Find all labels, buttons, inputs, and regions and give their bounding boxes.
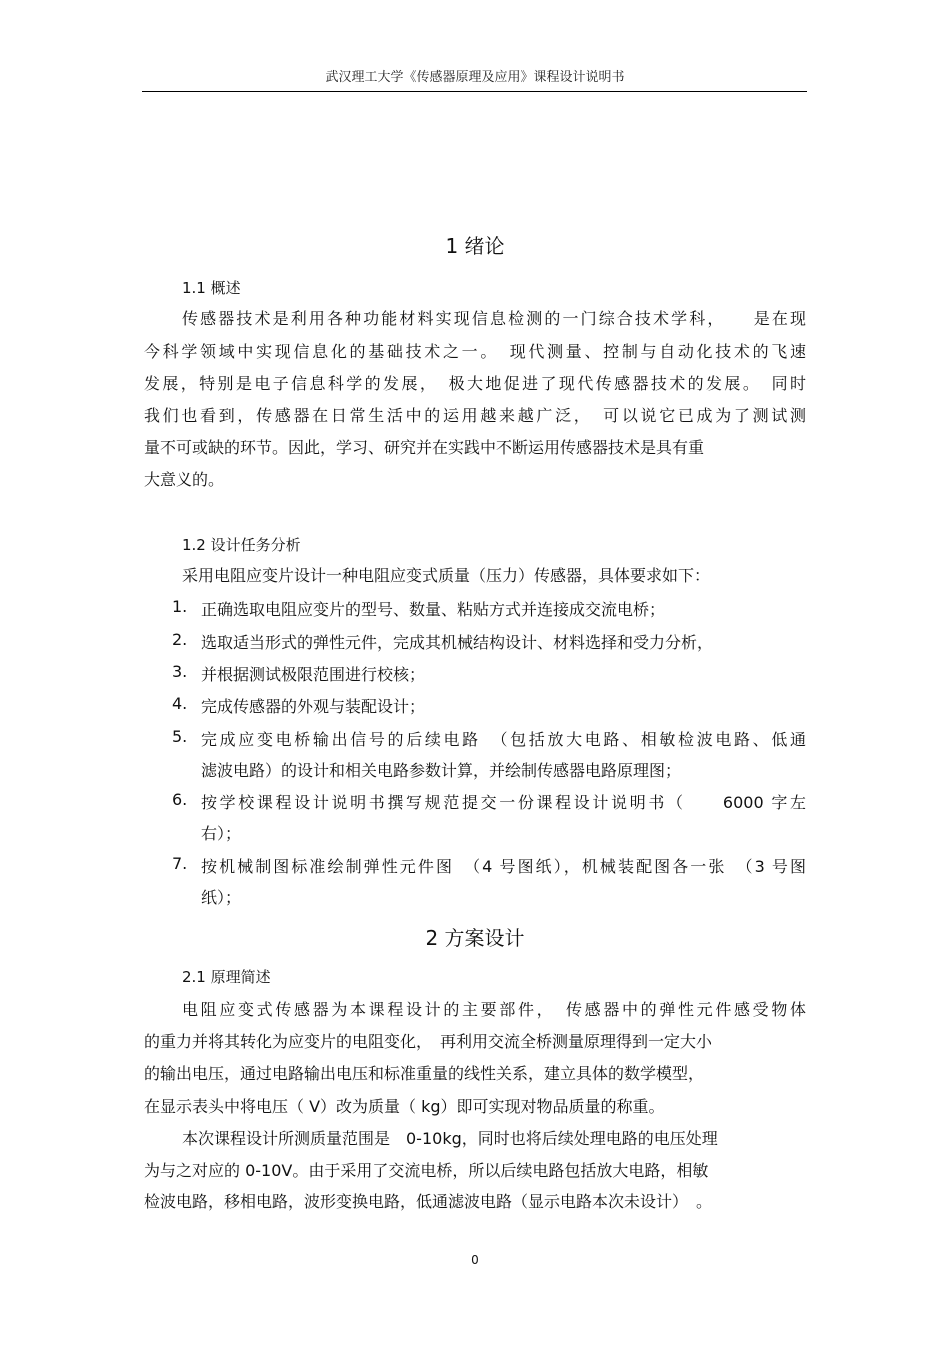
list-item: 完成传感器的外观与装配设计；	[201, 697, 426, 716]
list-item-number: 6.	[172, 790, 188, 809]
list-item: 按学校课程设计说明书撰写规范提交一份课程设计说明书（ 6000 字左	[201, 793, 806, 812]
chapter-2-title: 2 方案设计	[425, 926, 525, 950]
chapter-1-title: 1 绪论	[445, 234, 505, 258]
list-item-continuation: 右）；	[201, 824, 242, 843]
para-2-1-line: 为与之对应的 0-10V。由于采用了交流电桥，所以后续电路包括放大电路，相敏	[144, 1161, 709, 1180]
list-item-number: 2.	[172, 630, 188, 649]
list-item-number: 3.	[172, 662, 188, 681]
para-2-1-line: 的输出电压，通过电路输出电压和标准重量的线性关系，建立具体的数学模型，	[144, 1064, 705, 1083]
list-item-continuation: 纸）；	[201, 888, 242, 907]
para-1-1-line: 大意义的。	[144, 470, 225, 489]
section-1-1-heading: 1.1 概述	[182, 279, 241, 297]
para-1-1-line: 传感器技术是利用各种功能材料实现信息检测的一门综合技术学科， 是在现	[182, 309, 806, 328]
para-1-1-line: 我们也看到，传感器在日常生活中的运用越来越广泛， 可以说它已成为了测试测	[144, 406, 806, 425]
list-item: 正确选取电阻应变片的型号、数量、粘贴方式并连接成交流电桥；	[201, 600, 666, 619]
list-item-number: 1.	[172, 597, 188, 616]
para-2-1-line: 的重力并将其转化为应变片的电阻变化， 再利用交流全桥测量原理得到一定大小	[144, 1032, 713, 1051]
section-1-2-heading: 1.2 设计任务分析	[182, 536, 301, 554]
list-item-continuation: 滤波电路）的设计和相关电路参数计算，并绘制传感器电路原理图；	[201, 761, 682, 780]
para-2-1-line: 检波电路，移相电路，波形变换电路，低通滤波电路（显示电路本次未设计） 。	[144, 1192, 713, 1211]
header-rule	[142, 91, 807, 92]
para-2-1-line: 本次课程设计所测质量范围是 0-10kg，同时也将后续处理电路的电压处理	[182, 1129, 718, 1148]
para-1-1-line: 今科学领域中实现信息化的基础技术之一。 现代测量、控制与自动化技术的飞速	[144, 342, 806, 361]
running-header: 武汉理工大学《传感器原理及应用》课程设计说明书	[325, 70, 625, 85]
section-1-2-intro: 采用电阻应变片设计一种电阻应变式质量（压力）传感器，具体要求如下：	[182, 566, 711, 585]
list-item: 并根据测试极限范围进行校核；	[201, 665, 426, 684]
para-1-1-line: 量不可或缺的环节。因此，学习、研究并在实践中不断运用传感器技术是具有重	[144, 438, 705, 457]
section-2-1-heading: 2.1 原理简述	[182, 968, 271, 986]
page-number: 0	[471, 1253, 479, 1267]
para-2-1-line: 在显示表头中将电压（ V）改为质量（ kg）即可实现对物品质量的称重。	[144, 1097, 665, 1116]
list-item-number: 5.	[172, 727, 188, 746]
list-item: 完成应变电桥输出信号的后续电路 （包括放大电路、相敏检波电路、低通	[201, 730, 806, 749]
para-2-1-line: 电阻应变式传感器为本课程设计的主要部件， 传感器中的弹性元件感受物体	[182, 1000, 806, 1019]
list-item-number: 7.	[172, 854, 188, 873]
list-item-number: 4.	[172, 694, 188, 713]
list-item: 选取适当形式的弹性元件，完成其机械结构设计、材料选择和受力分析，	[201, 633, 714, 652]
para-1-1-line: 发展，特别是电子信息科学的发展， 极大地促进了现代传感器技术的发展。 同时	[144, 374, 806, 393]
list-item: 按机械制图标准绘制弹性元件图 （4 号图纸），机械装配图各一张 （3 号图	[201, 857, 806, 876]
